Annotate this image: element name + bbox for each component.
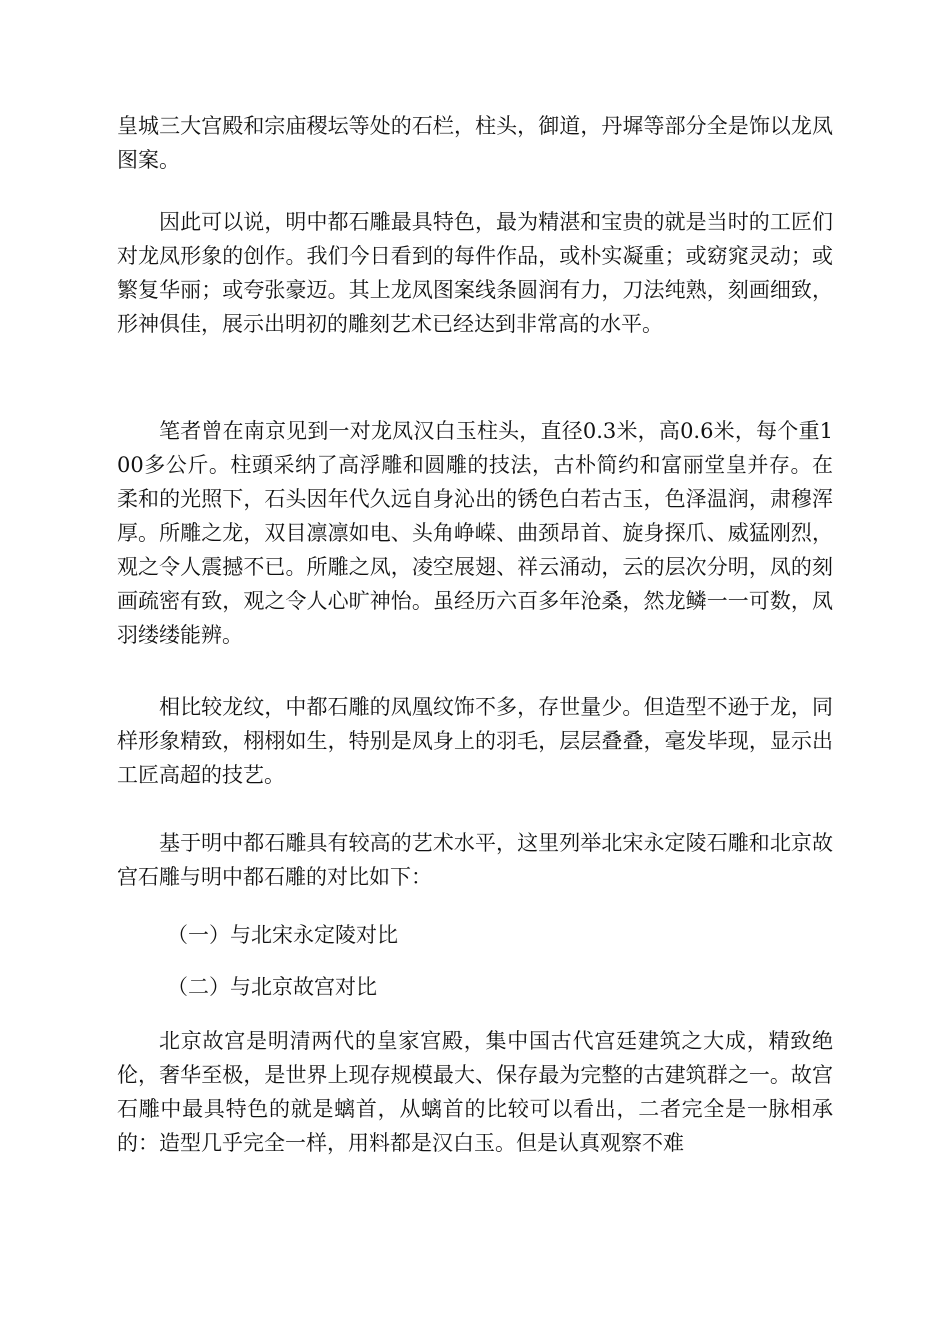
paragraph-forbidden-city-chishou: 北京故宫是明清两代的皇家宫殿，集中国古代宫廷建筑之大成，精致绝伦，奢华至极，是世界上现存规模最大、保存最为完整的古建筑群之一。故宫石雕中最具特色的就是螭首，从螭首的比较可以看出，二者完全是一脉相承的：造型几乎完全一样，用料都是汉白玉。但是认真观察不难 <box>117 1029 833 1155</box>
subheading-forbidden-city: （二）与北京故宫对比 <box>167 975 377 999</box>
subheading-yongding-mausoleum: （一）与北宋永定陵对比 <box>167 923 398 947</box>
paragraph-comparison-intro: 基于明中都石雕具有较高的艺术水平，这里列举北宋永定陵石雕和北京故宫石雕与明中都石雕的对比如下： <box>117 831 833 889</box>
paragraph-phoenix-patterns: 相比较龙纹，中都石雕的凤凰纹饰不多，存世量少。但造型不逊于龙，同样形象精致，栩栩如生，特别是凤身上的羽毛，层层叠叠，毫发毕现，显示出工匠高超的技艺。 <box>117 695 833 787</box>
paragraph-dragon-phoenix-creation: 因此可以说，明中都石雕最具特色，最为精湛和宝贵的就是当时的工匠们对龙凤形象的创作。我们今日看到的每件作品，或朴实凝重；或窈窕灵动；或繁复华丽；或夸张豪迈。其上龙凤图案线条圆润有力，刀法纯熟，刻画细致，形神俱佳，展示出明初的雕刻艺术已经达到非常高的水平。 <box>117 210 833 336</box>
paragraph-continued-dragon-phoenix: 皇城三大宫殿和宗庙稷坛等处的石栏，柱头，御道，丹墀等部分全是饰以龙凤图案。 <box>117 114 833 172</box>
paragraph-nanjing-pillar-heads: 笔者曾在南京见到一对龙凤汉白玉柱头，直径0.3米，高0.6米，每个重100多公斤。柱頭采纳了高浮雕和圆雕的技法，古朴简约和富丽堂皇并存。在柔和的光照下，石头因年代久远自身沁出的锈色白若古玉，色泽温润，肃穆浑厚。所雕之龙，双目凛凛如电、头角峥嵘、曲颈昂首、旋身探爪、威猛刚烈，观之令人震撼不已。所雕之凤，凌空展翅、祥云涌动，云的层次分明，凤的刻画疏密有致，观之令人心旷神怡。虽经历六百多年沧桑，然龙鳞一一可数，凤羽缕缕能辨。 <box>117 419 833 647</box>
